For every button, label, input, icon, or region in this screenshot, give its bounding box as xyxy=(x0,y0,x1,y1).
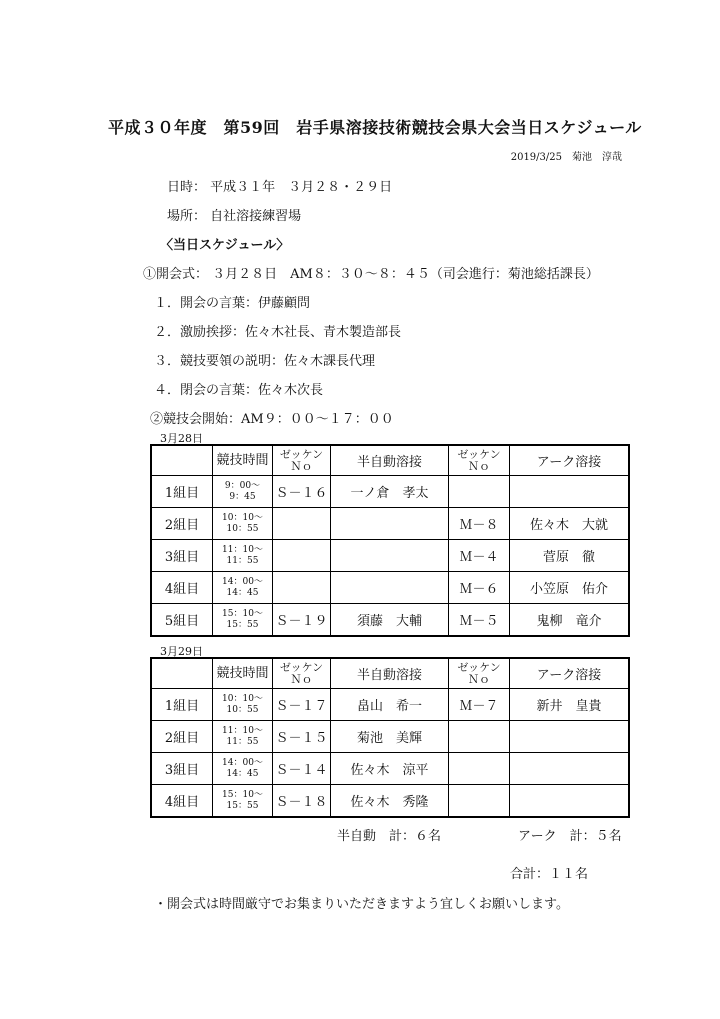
time-start: 11：10～ xyxy=(222,544,263,555)
header-semi-auto: 半自動溶接 xyxy=(331,445,449,476)
schedule-heading: 〈当日スケジュール〉 xyxy=(160,238,290,253)
arc-bib-cell: Ｍ－８ xyxy=(449,508,510,540)
group-cell: 1組目 xyxy=(151,689,213,721)
semi-name-cell: 菊池 美輝 xyxy=(331,721,449,753)
arc-name-cell: 菅原 徹 xyxy=(510,540,630,572)
time-end: 15：55 xyxy=(226,619,259,630)
header-bib xyxy=(449,445,510,476)
author-name: 菊池 淳哉 xyxy=(572,152,622,163)
schedule-table-day2 xyxy=(150,657,630,818)
semi-name-cell: 一ノ倉 孝太 xyxy=(331,476,449,508)
header-arc: アーク溶接 xyxy=(510,445,630,476)
header-bib-line2: Ｎｏ xyxy=(290,459,313,473)
schedule-table-day1 xyxy=(150,444,630,637)
table-row xyxy=(151,476,629,508)
group-cell: 3組目 xyxy=(151,753,213,785)
time-end: 10：55 xyxy=(226,704,259,715)
table-row xyxy=(151,508,629,540)
opening-item: ２．激励挨拶：佐々木社長、青木製造部長 xyxy=(154,325,402,340)
arc-bib-cell xyxy=(449,753,510,785)
group-cell: 5組目 xyxy=(151,604,213,637)
semi-bib-cell: Ｓ－１９ xyxy=(273,604,331,637)
header-bib-line2: Ｎｏ xyxy=(468,672,490,686)
opening-line: ①開会式： ３月２８日 AM８：３０～８：４５（司会進行：菊池総括課長） xyxy=(143,267,599,282)
time-end: 9：45 xyxy=(229,491,256,502)
semi-name-cell xyxy=(331,540,449,572)
time-end: 10：55 xyxy=(226,523,259,534)
group-cell: 3組目 xyxy=(151,540,213,572)
doc-date: 2019/3/25 xyxy=(510,152,562,163)
opening-item: ４．閉会の言葉：佐々木次長 xyxy=(154,383,324,398)
arc-bib-cell xyxy=(449,785,510,818)
arc-bib-cell: Ｍ－７ xyxy=(449,689,510,721)
semi-bib-cell: Ｓ－１６ xyxy=(273,476,331,508)
time-cell xyxy=(213,540,273,572)
arc-bib-cell xyxy=(449,721,510,753)
header-blank xyxy=(151,445,213,476)
time-start: 14：00～ xyxy=(222,757,263,768)
semi-bib-cell: Ｓ－１８ xyxy=(273,785,331,818)
arc-name-cell xyxy=(510,753,630,785)
semi-bib-cell: Ｓ－１４ xyxy=(273,753,331,785)
arc-name-cell: 鬼柳 竜介 xyxy=(510,604,630,637)
time-start: 10：10～ xyxy=(222,693,263,704)
opening-item: ３．競技要領の説明：佐々木課長代理 xyxy=(154,354,376,369)
header-bib-line1: ゼッケン xyxy=(457,447,501,461)
group-cell: 4組目 xyxy=(151,785,213,818)
semi-name-cell xyxy=(331,508,449,540)
table-row xyxy=(151,785,629,818)
semi-bib-cell: Ｓ－１５ xyxy=(273,721,331,753)
day-label: 3月28日 xyxy=(160,432,203,445)
header-bib-line1: ゼッケン xyxy=(457,660,501,674)
arc-name-cell: 佐々木 大就 xyxy=(510,508,630,540)
time-start: 9：00～ xyxy=(224,480,261,491)
semi-name-cell: 佐々木 涼平 xyxy=(331,753,449,785)
time-end: 14：45 xyxy=(226,768,259,779)
time-cell xyxy=(213,721,273,753)
arc-name-cell xyxy=(510,785,630,818)
time-cell xyxy=(213,753,273,785)
header-semi-auto: 半自動溶接 xyxy=(331,658,449,689)
time-start: 11：10～ xyxy=(222,725,263,736)
total-all: 合計：１１名 xyxy=(510,867,589,882)
header-bib-line2: Ｎｏ xyxy=(468,459,490,473)
time-end: 11：55 xyxy=(226,555,259,566)
table-row xyxy=(151,689,629,721)
total-arc: アーク 計：５名 xyxy=(518,829,622,844)
arc-name-cell xyxy=(510,476,630,508)
arc-bib-cell: Ｍ－６ xyxy=(449,572,510,604)
time-cell xyxy=(213,476,273,508)
time-cell xyxy=(213,689,273,721)
semi-name-cell: 佐々木 秀隆 xyxy=(331,785,449,818)
place-line: 場所： 自社溶接練習場 xyxy=(167,209,302,224)
table-row xyxy=(151,721,629,753)
semi-name-cell xyxy=(331,572,449,604)
header-bib-line1: ゼッケン xyxy=(279,447,324,461)
semi-name-cell: 須藤 大輔 xyxy=(331,604,449,637)
time-end: 11：55 xyxy=(226,736,259,747)
semi-bib-cell: Ｓ－１７ xyxy=(273,689,331,721)
page-title: 平成３０年度 第59回 岩手県溶接技術競技会県大会当日スケジュール xyxy=(108,118,642,137)
group-cell: 1組目 xyxy=(151,476,213,508)
header-bib xyxy=(449,658,510,689)
time-end: 15：55 xyxy=(226,800,259,811)
header-arc: アーク溶接 xyxy=(510,658,630,689)
arc-name-cell: 新井 皇貴 xyxy=(510,689,630,721)
header-blank xyxy=(151,658,213,689)
time-start: 14：00～ xyxy=(222,576,263,587)
table-row xyxy=(151,572,629,604)
time-cell xyxy=(213,572,273,604)
time-cell xyxy=(213,604,273,637)
arc-bib-cell: Ｍ－５ xyxy=(449,604,510,637)
opening-item: １．開会の言葉：伊藤顧問 xyxy=(154,296,311,311)
semi-name-cell: 畠山 希一 xyxy=(331,689,449,721)
table-row xyxy=(151,753,629,785)
arc-name-cell: 小笠原 佑介 xyxy=(510,572,630,604)
total-semi-auto: 半自動 計：６名 xyxy=(337,829,442,844)
competition-line: ②競技会開始：AM９：００～１７：００ xyxy=(150,412,394,427)
semi-bib-cell xyxy=(273,572,331,604)
semi-bib-cell xyxy=(273,540,331,572)
datetime-line: 日時： 平成３１年 ３月２８・２９日 xyxy=(167,180,393,195)
header-time: 競技時間 xyxy=(213,445,273,476)
day-label: 3月29日 xyxy=(160,645,203,658)
time-start: 15：10～ xyxy=(222,789,263,800)
time-start: 10：10～ xyxy=(222,512,263,523)
arc-bib-cell xyxy=(449,476,510,508)
header-bib xyxy=(273,658,331,689)
arc-name-cell xyxy=(510,721,630,753)
group-cell: 4組目 xyxy=(151,572,213,604)
group-cell: 2組目 xyxy=(151,508,213,540)
doc-date-author xyxy=(511,148,622,163)
header-time: 競技時間 xyxy=(213,658,273,689)
time-end: 14：45 xyxy=(226,587,259,598)
time-cell xyxy=(213,785,273,818)
semi-bib-cell xyxy=(273,508,331,540)
header-bib-line1: ゼッケン xyxy=(279,660,324,674)
time-start: 15：10～ xyxy=(222,608,263,619)
header-bib xyxy=(273,445,331,476)
group-cell: 2組目 xyxy=(151,721,213,753)
time-cell xyxy=(213,508,273,540)
table-row xyxy=(151,604,629,637)
table-row xyxy=(151,540,629,572)
arc-bib-cell: Ｍ－４ xyxy=(449,540,510,572)
header-bib-line2: Ｎｏ xyxy=(290,672,313,686)
footer-note: ・開会式は時間厳守でお集まりいただきますよう宜しくお願いします。 xyxy=(154,897,569,912)
